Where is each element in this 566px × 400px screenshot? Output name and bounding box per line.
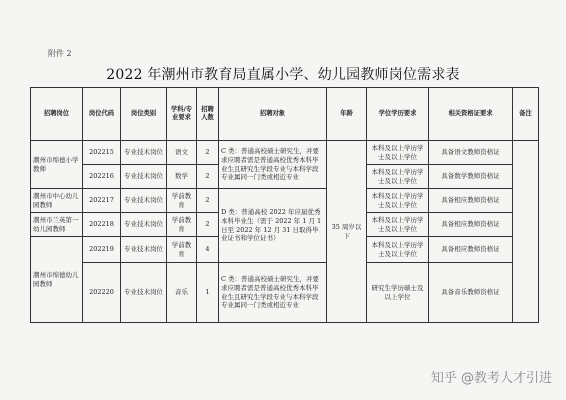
code-cell: 202220 bbox=[83, 263, 121, 323]
header-education: 学位学历要求 bbox=[367, 88, 429, 141]
position-cell: 潮州市兰英第一幼儿园教师 bbox=[31, 213, 83, 237]
target-cell: C 类：普通高校硕士研究生，并要求应聘者需是普通高校优秀本科毕业生且研究生学段专业与本科学段专业属同一门类或相近专业 bbox=[219, 141, 327, 189]
header-code: 岗位代码 bbox=[83, 88, 121, 141]
education-cell: 本科及以上学历学士及以上学位 bbox=[367, 165, 429, 189]
cert-cell: 具备数学教师资格证 bbox=[429, 165, 513, 189]
cert-cell: 具备相应教师资格证 bbox=[429, 213, 513, 237]
cert-cell: 具备相应教师资格证 bbox=[429, 189, 513, 213]
code-cell: 202219 bbox=[83, 237, 121, 263]
table-row bbox=[31, 141, 539, 165]
count-cell: 2 bbox=[197, 213, 219, 237]
education-cell: 研究生学历硕士及以上学位 bbox=[367, 263, 429, 323]
document-title: 2022 年潮州市教育局直属小学、幼儿园教师岗位需求表 bbox=[106, 67, 460, 83]
subject-cell: 学前教育 bbox=[167, 237, 197, 263]
subject-cell: 学前教育 bbox=[167, 189, 197, 213]
cert-cell: 具备语文教师资格证 bbox=[429, 141, 513, 165]
subject-cell: 语文 bbox=[167, 141, 197, 165]
attachment-label: 附件 2 bbox=[48, 49, 72, 58]
header-count: 招聘人数 bbox=[197, 88, 219, 141]
requirements-table bbox=[30, 87, 539, 323]
education-cell: 本科及以上学历学士及以上学位 bbox=[367, 213, 429, 237]
header-cert: 相关资格证要求 bbox=[429, 88, 513, 141]
subject-cell: 音乐 bbox=[167, 263, 197, 323]
position-cell: 潮州市绵德幼儿园教师 bbox=[31, 237, 83, 323]
subject-cell: 数学 bbox=[167, 165, 197, 189]
code-cell: 202215 bbox=[83, 141, 121, 165]
count-cell: 4 bbox=[197, 237, 219, 263]
table-row bbox=[31, 263, 539, 323]
code-cell: 202216 bbox=[83, 165, 121, 189]
table-header-row bbox=[31, 88, 539, 141]
category-cell: 专业技术岗位 bbox=[121, 213, 167, 237]
age-cell: 35 周岁以下 bbox=[327, 141, 367, 323]
position-cell: 潮州市绵德小学教师 bbox=[31, 141, 83, 189]
header-remark: 备注 bbox=[513, 88, 539, 141]
header-category: 岗位类别 bbox=[121, 88, 167, 141]
count-cell: 1 bbox=[197, 263, 219, 323]
position-cell: 潮州市中心幼儿园教师 bbox=[31, 189, 83, 213]
education-cell: 本科及以上学历学士及以上学位 bbox=[367, 141, 429, 165]
cert-cell: 具备音乐教师资格证 bbox=[429, 263, 513, 323]
header-target: 招聘对象 bbox=[219, 88, 327, 141]
remark-cell bbox=[513, 141, 539, 323]
code-cell: 202217 bbox=[83, 189, 121, 213]
target-cell: D 类：普通高校 2022 年应届优秀本科毕业生（需于 2022 年 1 月 1 日至 2022 年 12 月 31 日取得毕业证书和学位证书） bbox=[219, 189, 327, 263]
count-cell: 2 bbox=[197, 141, 219, 165]
count-cell: 2 bbox=[197, 189, 219, 213]
header-age: 年龄 bbox=[327, 88, 367, 141]
count-cell: 2 bbox=[197, 165, 219, 189]
watermark-text: 知乎 @教考人才引进 bbox=[430, 371, 552, 386]
subject-cell: 学前教育 bbox=[167, 213, 197, 237]
header-position: 招聘岗位 bbox=[31, 88, 83, 141]
header-subject: 学科/专业要求 bbox=[167, 88, 197, 141]
category-cell: 专业技术岗位 bbox=[121, 141, 167, 165]
code-cell: 202218 bbox=[83, 213, 121, 237]
category-cell: 专业技术岗位 bbox=[121, 189, 167, 213]
category-cell: 专业技术岗位 bbox=[121, 237, 167, 263]
category-cell: 专业技术岗位 bbox=[121, 263, 167, 323]
category-cell: 专业技术岗位 bbox=[121, 165, 167, 189]
table-row bbox=[31, 189, 539, 213]
cert-cell: 具备相应教师资格证 bbox=[429, 237, 513, 263]
education-cell: 本科及以上学历学士及以上学位 bbox=[367, 237, 429, 263]
education-cell: 本科及以上学历学士及以上学位 bbox=[367, 189, 429, 213]
target-cell: C 类：普通高校硕士研究生，并要求应聘者需是普通高校优秀本科毕业生且研究生学段专业与本科学段专业属同一门类或相近专业 bbox=[219, 263, 327, 323]
